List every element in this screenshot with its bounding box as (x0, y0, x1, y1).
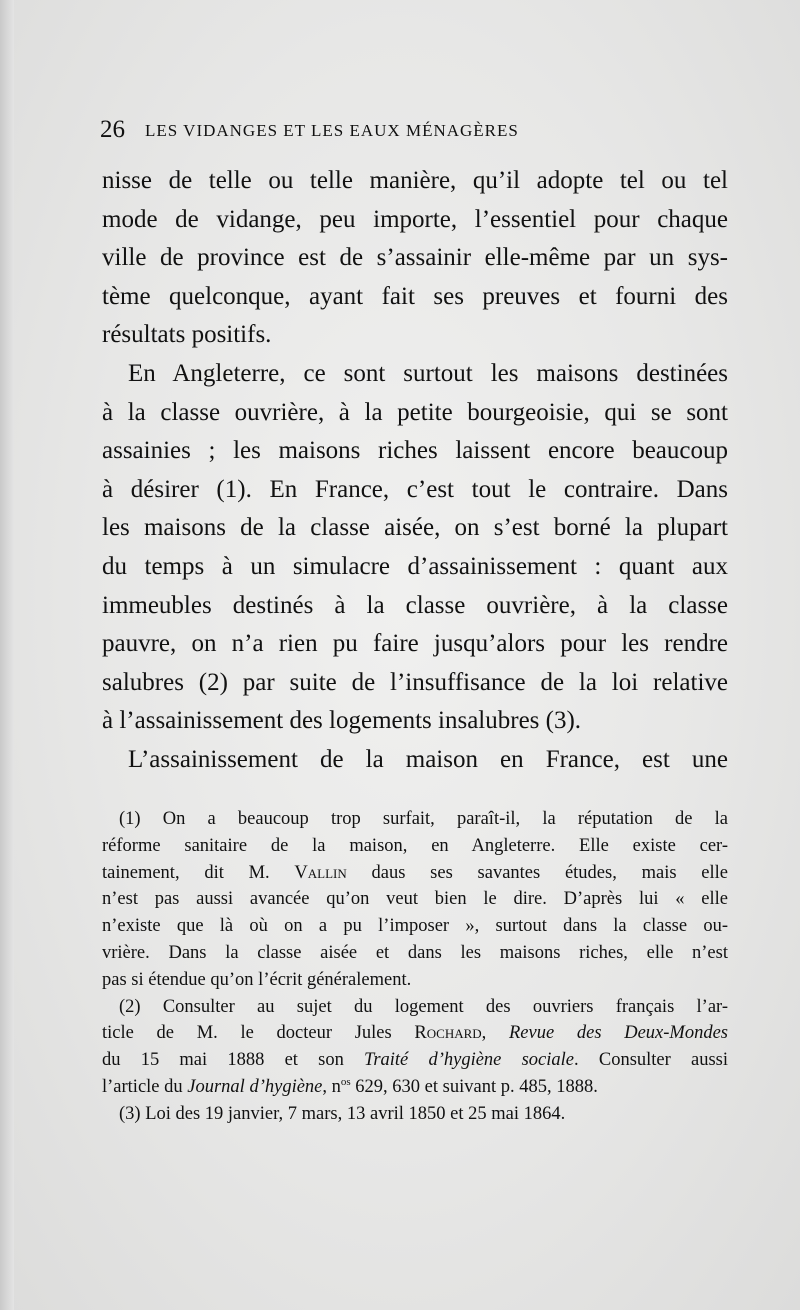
superscript: os (340, 1075, 351, 1088)
footnote-text: daus ses savantes études, mais elle (346, 862, 728, 883)
footnote-1-line: réforme sanitaire de la maison, en Angleterre. Elle existe cer- (102, 835, 728, 856)
body-line: à la classe ouvrière, à la petite bourgeoisie, qui se sont (102, 398, 728, 426)
body-line: immeubles destinés à la classe ouvrière, à la classe (102, 591, 728, 619)
body-line: L’assainissement de la maison en France, est une (128, 745, 728, 773)
footnote-text: tainement, dit M. (102, 862, 295, 883)
footnotes (102, 806, 728, 1128)
footnote-text: . Consulter aussi (574, 1050, 728, 1071)
footnote-text: l’article du (102, 1076, 188, 1097)
footnote-text: 629, 630 et suivant p. 485, 1888. (350, 1076, 598, 1097)
body-line: nisse de telle ou telle manière, qu’il adopte tel ou tel (102, 167, 728, 194)
running-head: LES VIDANGES ET LES EAUX MÉNAGÈRES (145, 121, 519, 140)
body-line: mode de vidange, peu importe, l’essentiel pour chaque (102, 205, 728, 233)
journal-title: Journal d’hygiène (187, 1076, 323, 1097)
footnote-2-line: (2) Consulter au sujet du logement des ouvriers français l’ar- (119, 996, 728, 1017)
footnote-text: , (481, 1023, 509, 1044)
footnote-text: , n (322, 1076, 341, 1097)
footnote-2-line (102, 1074, 728, 1101)
body-line: ville de province est de s’assainir elle-même par un sys- (102, 244, 728, 272)
book-title: Traité d’hygiène sociale (364, 1050, 575, 1071)
page-header (100, 117, 730, 143)
author-name-vallin: Vallin (294, 862, 347, 883)
footnote-3-line: (3) Loi des 19 janvier, 7 mars, 13 avril 1850 et 25 mai 1864. (119, 1103, 566, 1124)
body-line: du temps à un simulacre d’assainissement : quant aux (102, 552, 728, 580)
body-line: tème quelconque, ayant fait ses preuves et fourni des (102, 282, 728, 310)
body-line: à désirer (1). En France, c’est tout le contraire. Dans (102, 475, 728, 503)
footnote-2-line (102, 1020, 728, 1047)
body-line: En Angleterre, ce sont surtout les maisons destinées (128, 359, 728, 387)
body-line: les maisons de la classe aisée, on s’est borné la plupart (102, 514, 728, 542)
footnote-1-line (102, 860, 728, 887)
body-line: salubres (2) par suite de l’insuffisance de la loi relative (102, 668, 728, 696)
footnote-1-line: n’existe que là où on a pu l’imposer », surtout dans la classe ou- (102, 916, 728, 937)
body-line: résultats positifs. (102, 321, 272, 349)
page-number: 26 (100, 116, 125, 143)
body-text (102, 162, 728, 780)
footnote-1-line: pas si étendue qu’on l’écrit généralement. (102, 969, 412, 990)
footnote-2-line (102, 1047, 728, 1074)
footnote-text: du 15 mai 1888 et son (102, 1050, 365, 1071)
footnote-1-line: vrière. Dans la classe aisée et dans les maisons riches, elle n’est (102, 942, 728, 963)
journal-title: Revue des Deux-Mondes (508, 1023, 728, 1044)
footnote-text: ticle de M. le docteur Jules (102, 1023, 415, 1044)
body-line: assainies ; les maisons riches laissent encore beaucoup (102, 437, 728, 465)
footnote-1-line: n’est pas aussi avancée qu’on veut bien le dire. D’après lui « elle (102, 889, 728, 910)
footnote-1-line: (1) On a beaucoup trop surfait, paraît-il, la réputation de la (119, 809, 728, 829)
page-spine-shadow (0, 0, 14, 1310)
author-name-rochard: Rochard (414, 1023, 482, 1044)
body-line: à l’assainissement des logements insalubres (3). (102, 707, 582, 735)
body-line: pauvre, on n’a rien pu faire jusqu’alors pour les rendre (102, 630, 728, 658)
